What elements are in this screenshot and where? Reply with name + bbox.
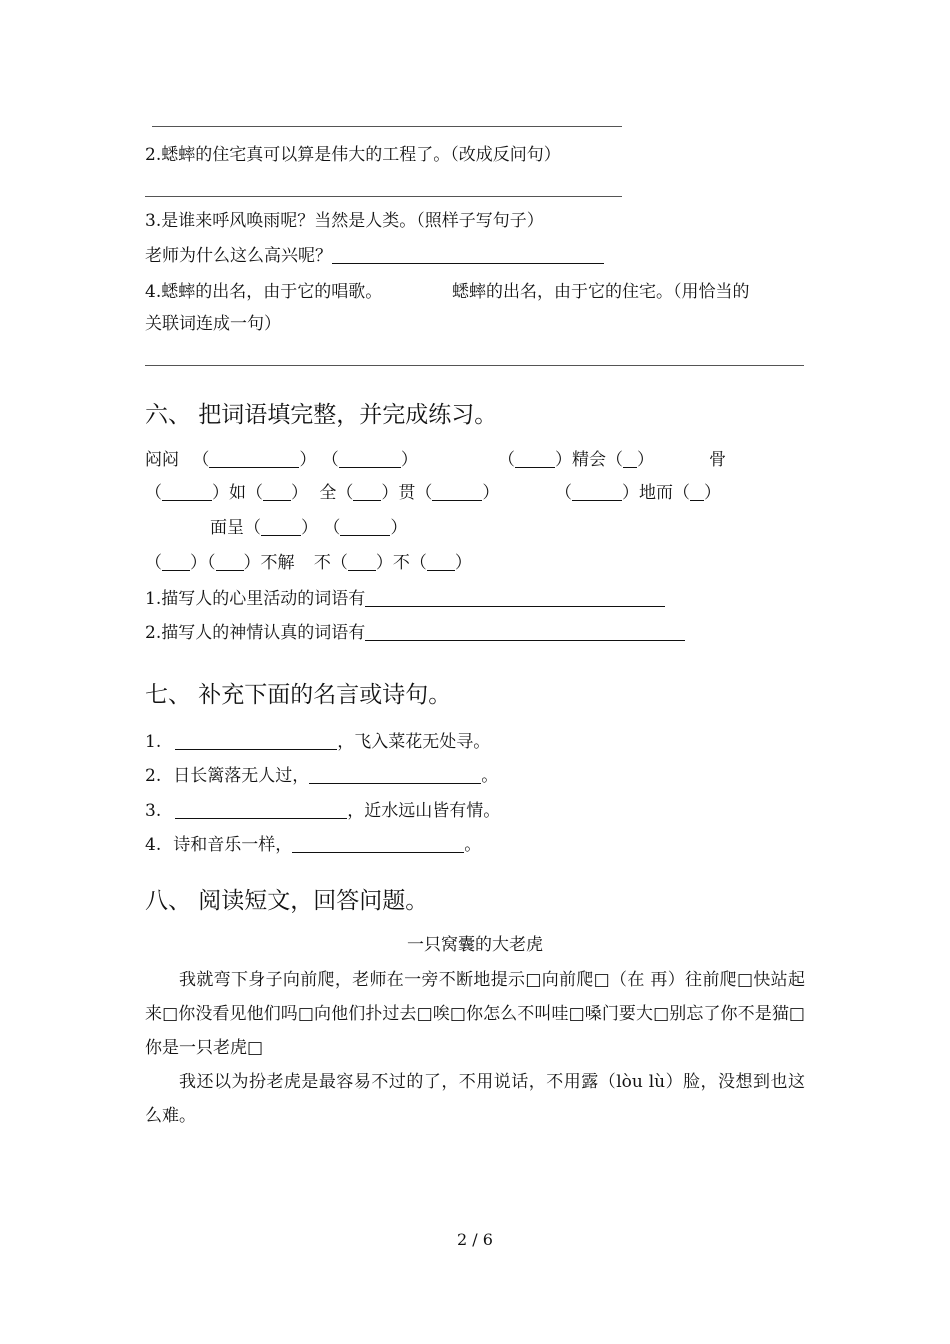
idiom-blank[interactable] bbox=[690, 483, 704, 501]
idiom-text: 闷闷 bbox=[145, 450, 179, 470]
idiom-row-2b: （ ）地而（ ） bbox=[555, 483, 721, 503]
idiom-blank[interactable] bbox=[515, 450, 555, 468]
section-7-heading: 七、 补充下面的名言或诗句。 bbox=[145, 682, 452, 708]
question-text: 2.描写人的神情认真的词语有 bbox=[145, 623, 366, 643]
idiom-text: 不 bbox=[313, 553, 331, 573]
prompt-text: 老师为什么这么高兴呢？ bbox=[145, 246, 332, 266]
poem-line-3 bbox=[145, 800, 500, 822]
idiom-gu: 骨 bbox=[709, 450, 726, 470]
page-number: 2 / 6 bbox=[457, 1230, 493, 1249]
answer-blank[interactable] bbox=[332, 246, 604, 264]
idiom-blank[interactable] bbox=[623, 450, 637, 468]
idiom-blank[interactable] bbox=[216, 553, 244, 571]
answer-blank[interactable] bbox=[365, 623, 685, 641]
item-number: 4. bbox=[145, 835, 162, 855]
idiom-blank[interactable] bbox=[162, 553, 190, 571]
idiom-blank[interactable] bbox=[348, 553, 376, 571]
idiom-text: 不解 bbox=[260, 553, 295, 573]
section-6-q1 bbox=[145, 588, 665, 610]
idiom-row-1: 闷闷 （ ） （ ） bbox=[145, 450, 418, 470]
poem-text: 。 bbox=[464, 835, 482, 855]
poem-text: 日长篱落无人过， bbox=[173, 766, 310, 786]
idiom-text: 不 bbox=[392, 553, 410, 573]
poem-blank[interactable] bbox=[175, 732, 337, 750]
idiom-text: 全 bbox=[319, 483, 337, 503]
idiom-blank[interactable] bbox=[209, 450, 299, 468]
question-5-4-b: 蟋蟀的出名，由于它的住宅。（用恰当的 bbox=[452, 282, 750, 302]
passage-paragraph-2: 我还以为扮老虎是最容易不过的了，不用说话，不用露（lòu lù）脸，没想到也这么难。 bbox=[145, 1072, 805, 1126]
idiom-blank[interactable] bbox=[427, 553, 455, 571]
question-5-3-prompt bbox=[145, 245, 604, 267]
passage-title: 一只窝囊的大老虎 bbox=[407, 935, 543, 955]
question-5-4-c: 关联词连成一句） bbox=[145, 314, 281, 334]
section-6-q2 bbox=[145, 622, 685, 644]
idiom-text: 贯 bbox=[398, 483, 416, 503]
poem-text: 诗和音乐一样， bbox=[173, 835, 293, 855]
idiom-row-3: 面呈（ ） （ ） bbox=[210, 518, 408, 538]
idiom-row-4: （ ）（ ）不解 不（ ）不（ ） bbox=[145, 553, 472, 573]
poem-blank[interactable] bbox=[309, 766, 481, 784]
poem-line-4 bbox=[145, 834, 481, 856]
idiom-blank[interactable] bbox=[162, 483, 212, 501]
poem-text: ，飞入菜花无处寻。 bbox=[337, 732, 491, 752]
answer-line-q2 bbox=[145, 196, 622, 197]
idiom-blank[interactable] bbox=[572, 483, 622, 501]
question-5-4-a: 4.蟋蟀的出名，由于它的唱歌。 bbox=[145, 282, 383, 302]
poem-line-2 bbox=[145, 765, 498, 787]
answer-line-q4 bbox=[145, 365, 804, 366]
poem-text: ，近水远山皆有情。 bbox=[347, 801, 501, 821]
section-8-heading: 八、 阅读短文，回答问题。 bbox=[145, 888, 429, 914]
idiom-text: 如 bbox=[229, 483, 246, 503]
idiom-text: 地而 bbox=[639, 483, 673, 503]
poem-blank[interactable] bbox=[175, 801, 347, 819]
poem-blank[interactable] bbox=[292, 835, 464, 853]
idiom-blank[interactable] bbox=[432, 483, 482, 501]
item-number: 2. bbox=[145, 766, 162, 786]
answer-blank[interactable] bbox=[365, 589, 665, 607]
idiom-text: 精会 bbox=[572, 450, 606, 470]
idiom-blank[interactable] bbox=[339, 450, 401, 468]
poem-line-1 bbox=[145, 731, 490, 753]
idiom-text: 面呈 bbox=[210, 518, 244, 538]
item-number: 1. bbox=[145, 732, 162, 752]
poem-text: 。 bbox=[481, 766, 499, 786]
idiom-blank[interactable] bbox=[263, 483, 291, 501]
question-text: 1.描写人的心里活动的词语有 bbox=[145, 589, 366, 609]
answer-line-q1 bbox=[152, 126, 622, 127]
question-5-2: 2.蟋蟀的住宅真可以算是伟大的工程了。（改成反问句） bbox=[145, 145, 561, 165]
idiom-blank[interactable] bbox=[261, 518, 301, 536]
question-5-3: 3.是谁来呼风唤雨呢？当然是人类。（照样子写句子） bbox=[145, 211, 544, 231]
idiom-blank[interactable] bbox=[353, 483, 381, 501]
passage-paragraph-1: 我就弯下身子向前爬，老师在一旁不断地提示□向前爬□（在 再）往前爬□快站起来□你没看见他们吗□向他们扑过去□唉□你怎么不叫哇□嗓门要大□别忘了你不是猫□你是一只老虎□ bbox=[145, 970, 805, 1058]
idiom-blank[interactable] bbox=[340, 518, 390, 536]
idiom-row-1b: （ ）精会（ ） bbox=[498, 450, 654, 470]
section-6-heading: 六、 把词语填完整，并完成练习。 bbox=[145, 402, 498, 428]
idiom-row-2: （ ）如（ ） 全（ ）贯（ ） bbox=[145, 483, 500, 503]
item-number: 3. bbox=[145, 801, 162, 821]
